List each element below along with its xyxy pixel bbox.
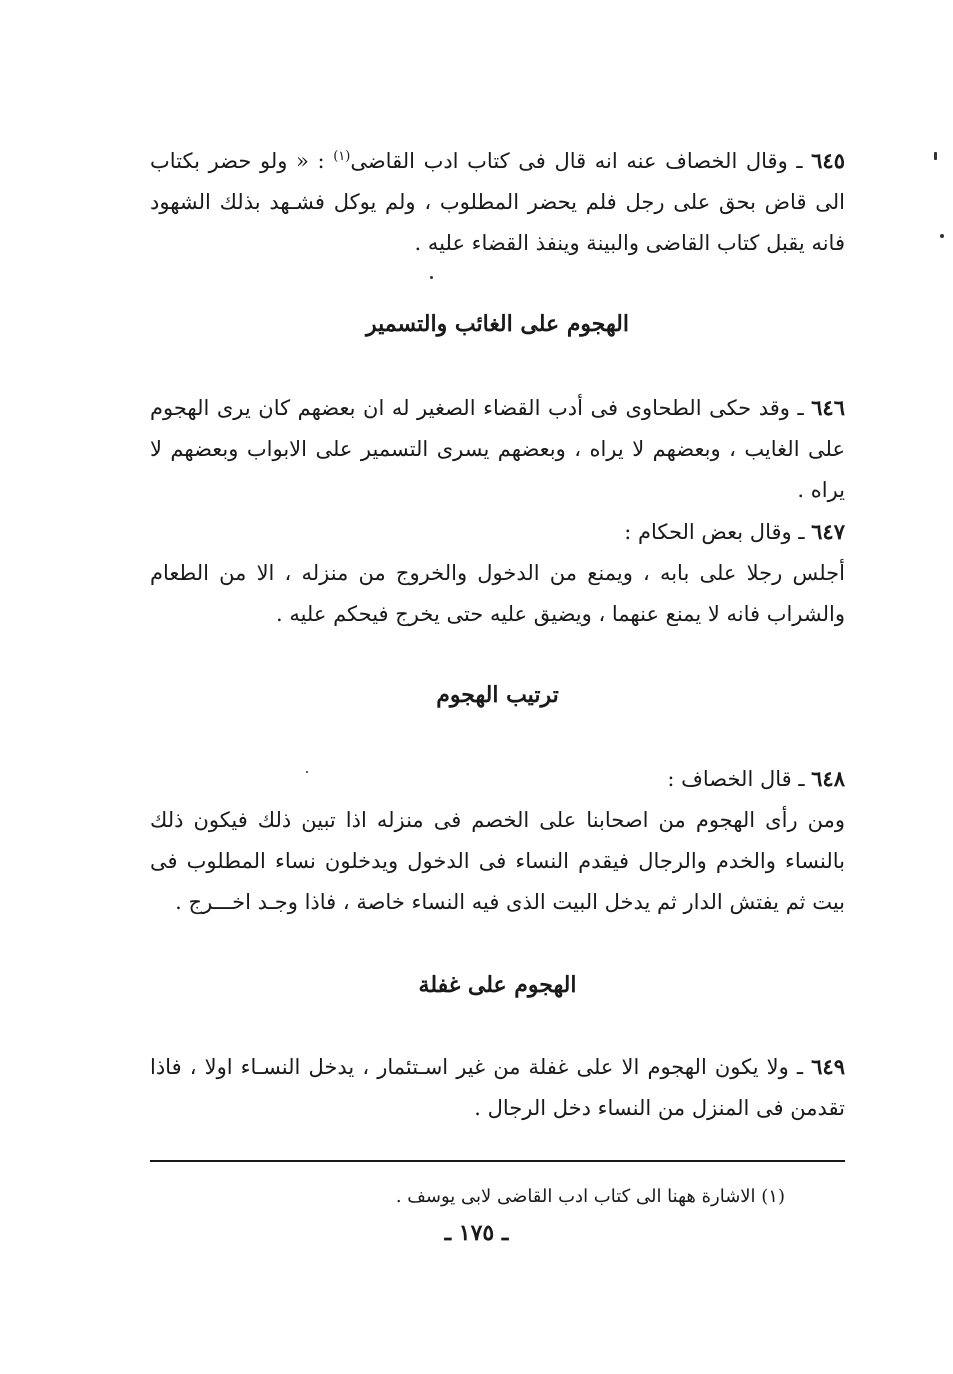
scan-speck xyxy=(306,771,308,773)
paragraph-648-body: ومن رأى الهجوم من اصحابنا على الخصم فى منزله اذا تبين ذلك فيكون ذلك بالنساء والخدم والرجال فيقدم النساء فى الدخول ويدخلون نساء المطلوب فى بيت ثم يفتش الدار ثم يدخل البيت الذى فيه النساء خاصة ، فاذا وجـد اخـــرج . xyxy=(150,808,845,914)
paragraph-number: ٦٤٦ xyxy=(811,395,845,420)
scan-speck xyxy=(934,152,937,160)
paragraph-number: ٦٤٧ xyxy=(811,519,845,544)
section-heading-surprise-raid: الهجوم على غفلة xyxy=(418,972,577,998)
footnote-divider xyxy=(150,1160,845,1162)
paragraph-text-continued: : « ولو حضر بكتاب الى قاض بحق على رجل فلم يحضر المطلوب ، ولم يوكل فشـهد بذلك الشهود فانه يقبل كتاب القاضى والبينة وينفذ القضاء عليه . xyxy=(150,149,845,255)
paragraph-649 xyxy=(150,1046,845,1129)
paragraph-text: ـ ولا يكون الهجوم الا على غفلة من غير اسـتئمار ، يدخل النسـاء اولا ، فاذا تقدمن فى المنزل من النساء دخل الرجال . xyxy=(150,1055,845,1120)
footnote-reference[interactable]: (١) xyxy=(333,149,351,164)
paragraph-number: ٦٤٥ xyxy=(811,148,845,173)
paragraph-text: ـ قال الخصاف : xyxy=(667,767,812,791)
section-heading-order-of-raid: ترتيب الهجوم xyxy=(436,682,559,708)
paragraph-number: ٦٤٩ xyxy=(811,1054,845,1079)
scan-speck xyxy=(430,276,433,279)
paragraph-648 xyxy=(150,758,845,800)
paragraph-text: ـ وقد حكى الطحاوى فى أدب القضاء الصغير له ان بعضهم كان يرى الهجوم على الغايب ، وبعضهم لا يراه ، وبعضهم يسرى التسمير على الابواب وبعضهم لا يراه . xyxy=(150,396,845,502)
paragraph-647 xyxy=(150,511,845,553)
paragraph-number: ٦٤٨ xyxy=(811,766,845,791)
page-number: ـ ١٧٥ ـ xyxy=(444,1220,509,1246)
paragraph-647-body: أجلس رجلا على بابه ، ويمنع من الدخول والخروج من منزله ، الا من الطعام والشراب فانه لا يمنع عنهما ، ويضيق عليه حتى يخرج فيحكم عليه . xyxy=(150,561,845,626)
paragraph-text: ـ وقال بعض الحكام : xyxy=(624,520,812,544)
footnote: (١) الاشارة ههنا الى كتاب ادب القاضى لابى يوسف . xyxy=(395,1186,785,1207)
scan-speck xyxy=(940,234,944,238)
paragraph-645 xyxy=(150,140,845,264)
paragraph-text: ـ وقال الخصاف عنه انه قال فى كتاب ادب القاضى xyxy=(350,149,812,173)
section-heading-absent-and-nailing: الهجوم على الغائب والتسمير xyxy=(366,311,629,337)
paragraph-646 xyxy=(150,387,845,511)
page-body xyxy=(150,140,845,1129)
